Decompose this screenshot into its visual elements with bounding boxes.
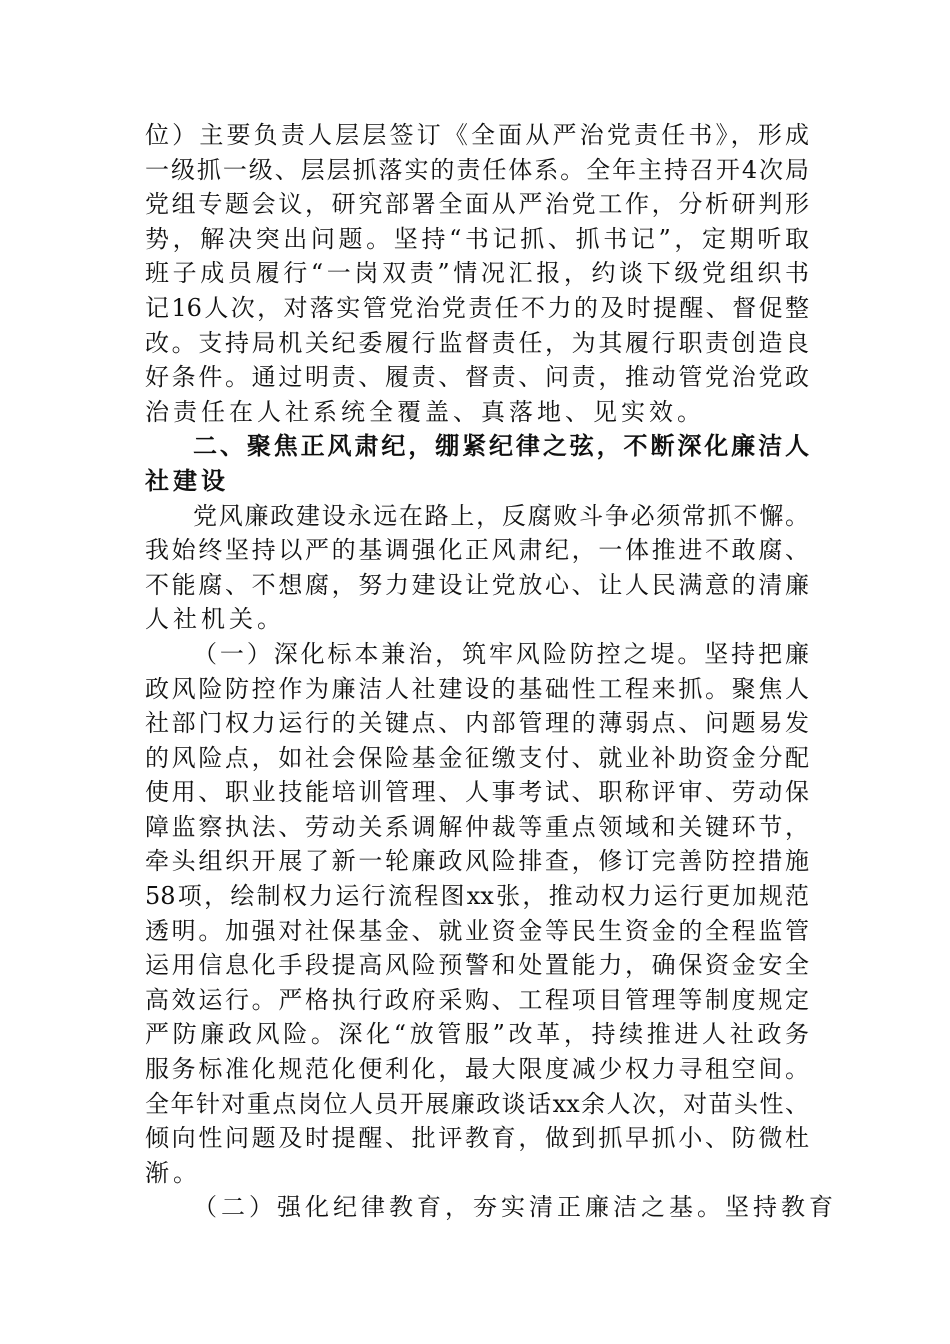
document-page	[145, 118, 837, 1225]
text-line: 透明。加强对社保基金、就业资金等民生资金的全程监管	[145, 916, 809, 945]
text-line: 使用、职业技能培训管理、人事考试、职称评审、劳动保	[145, 778, 809, 807]
text-line: 58项，绘制权力运行流程图xx张，推动权力运行更加规范	[145, 882, 809, 911]
text-line: 一级抓一级、层层抓落实的责任体系。全年主持召开4次局	[145, 155, 809, 184]
text-line: 倾向性问题及时提醒、批评教育，做到抓早抓小、防微杜	[145, 1124, 809, 1153]
section-heading: 二、聚焦正风肃纪，绷紧纪律之弦，不断深化廉洁人	[193, 432, 809, 461]
subsection-lead-line: （二）强化纪律教育，夯实清正廉洁之基。坚持教育	[193, 1193, 837, 1222]
text-line: 位）主要负责人层层签订《全面从严治党责任书》，形成	[145, 121, 809, 149]
text-line: 记16人次，对落实管党治党责任不力的及时提醒、督促整	[145, 293, 809, 322]
text-line: 人社机关。	[145, 605, 285, 634]
text-line: 政风险防控作为廉洁人社建设的基础性工程来抓。聚焦人	[145, 674, 809, 703]
subsection-lead-line: （一）深化标本兼治，筑牢风险防控之堤。坚持把廉	[193, 639, 809, 668]
text-line: 渐。	[145, 1158, 201, 1187]
text-line: 的风险点，如社会保险基金征缴支付、就业补助资金分配	[145, 743, 809, 772]
text-line: 我始终坚持以严的基调强化正风肃纪，一体推进不敢腐、	[145, 536, 809, 565]
text-line: 好条件。通过明责、履责、督责、问责，推动管党治党政	[145, 363, 809, 392]
text-line: 社部门权力运行的关键点、内部管理的薄弱点、问题易发	[145, 709, 809, 738]
text-line: 班子成员履行“一岗双责”情况汇报，约谈下级党组织书	[145, 259, 809, 288]
text-line: 改。支持局机关纪委履行监督责任，为其履行职责创造良	[145, 328, 809, 357]
section-heading: 社建设	[145, 466, 229, 495]
text-line: 牵头组织开展了新一轮廉政风险排查，修订完善防控措施	[145, 847, 809, 876]
text-line: 运用信息化手段提高风险预警和处置能力，确保资金安全	[145, 951, 809, 980]
text-line: 高效运行。严格执行政府采购、工程项目管理等制度规定	[145, 985, 809, 1014]
text-line: 障监察执法、劳动关系调解仲裁等重点领域和关键环节，	[145, 812, 809, 841]
text-line: 党风廉政建设永远在路上，反腐败斗争必须常抓不懈。	[193, 501, 809, 530]
text-line: 势，解决突出问题。坚持“书记抓、抓书记”，定期听取	[145, 224, 809, 253]
text-line: 不能腐、不想腐，努力建设让党放心、让人民满意的清廉	[145, 570, 809, 599]
text-line: 严防廉政风险。深化“放管服”改革，持续推进人社政务	[145, 1020, 809, 1049]
text-line: 全年针对重点岗位人员开展廉政谈话xx余人次，对苗头性、	[145, 1089, 809, 1118]
text-line: 治责任在人社系统全覆盖、真落地、见实效。	[145, 397, 705, 426]
text-line: 服务标准化规范化便利化，最大限度减少权力寻租空间。	[145, 1055, 809, 1084]
text-line: 党组专题会议，研究部署全面从严治党工作，分析研判形	[145, 190, 809, 219]
